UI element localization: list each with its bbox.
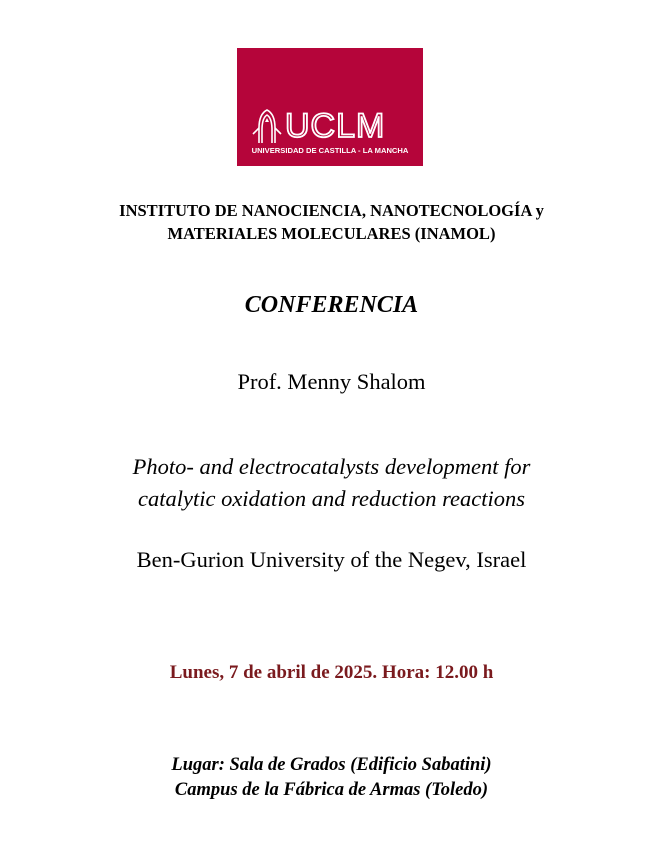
institute-name — [0, 199, 663, 245]
talk-title-line-1: Photo- and electrocatalysts development for — [132, 454, 531, 479]
talk-title — [0, 451, 663, 515]
talk-title-line-2: catalytic oxidation and reduction reactions — [137, 486, 525, 511]
logo-wordmark: UCLM — [285, 107, 386, 145]
event-schedule: Lunes, 7 de abril de 2025. Hora: 12.00 h — [169, 662, 494, 683]
venue-line-1: Lugar: Sala de Grados (Edificio Sabatini) — [171, 755, 492, 775]
speaker-name: Prof. Menny Shalom — [237, 369, 426, 394]
institute-line-2: MATERIALES MOLECULARES (INAMOL) — [167, 224, 496, 243]
venue-line-2: Campus de la Fábrica de Armas (Toledo) — [174, 780, 489, 800]
institute-line-1: INSTITUTO DE NANOCIENCIA, NANOTECNOLOGÍA y — [119, 201, 544, 220]
uclm-logo — [237, 48, 423, 166]
speaker-affiliation: Ben-Gurion University of the Negev, Israel — [136, 547, 527, 572]
event-venue — [0, 753, 663, 803]
event-type: CONFERENCIA — [244, 292, 419, 318]
logo-subtitle: UNIVERSIDAD DE CASTILLA - LA MANCHA — [251, 146, 409, 155]
